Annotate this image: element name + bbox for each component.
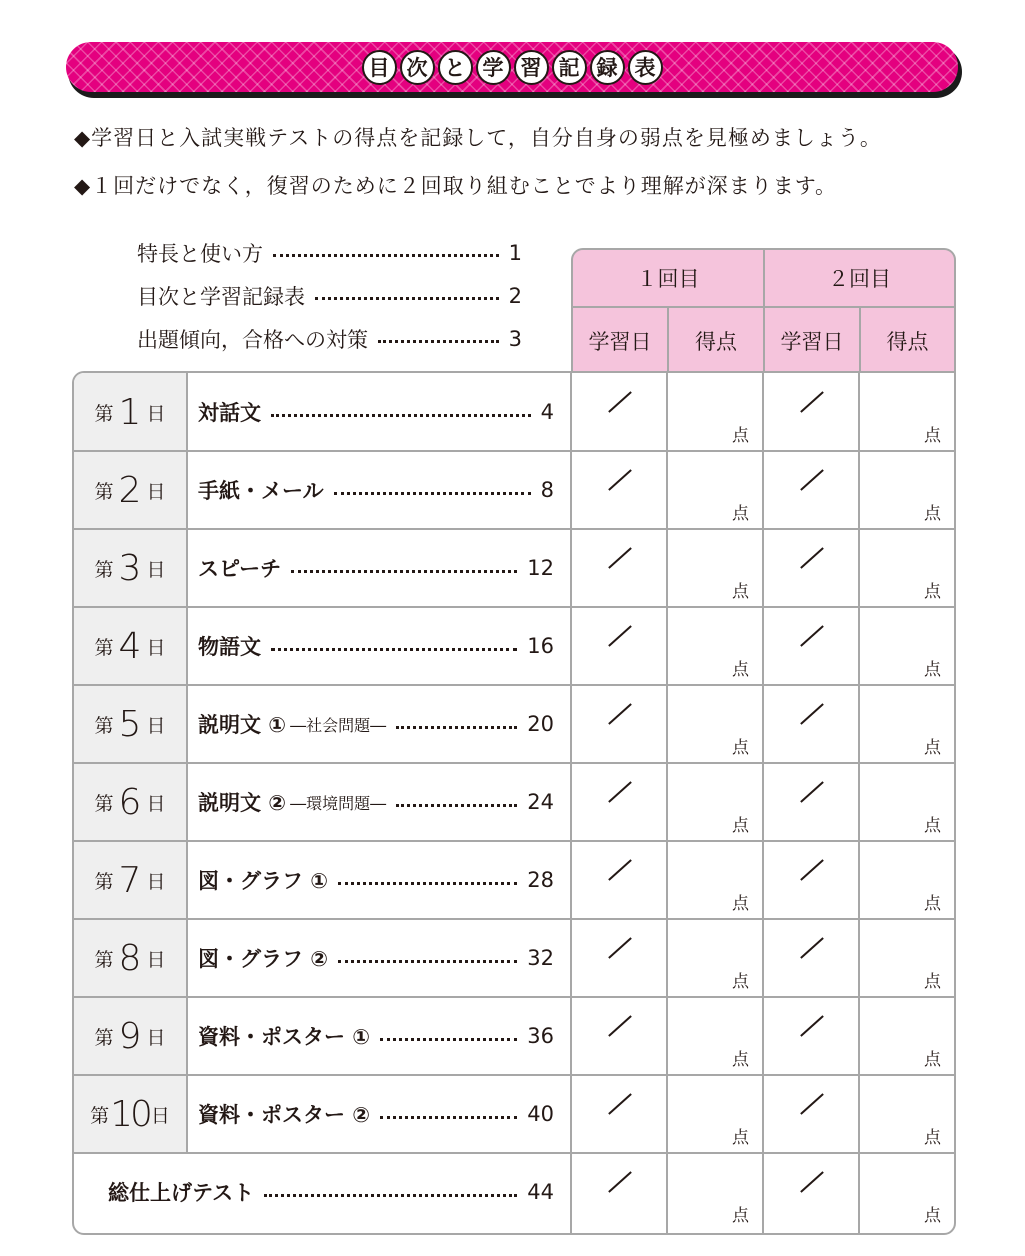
page-number: 20 [527, 712, 554, 736]
title-char: 習 [514, 50, 549, 85]
score-cell[interactable] [860, 1153, 954, 1231]
toc-entry[interactable] [137, 324, 522, 354]
topic-entry[interactable] [198, 607, 554, 685]
study-date-cell[interactable] [572, 763, 666, 841]
study-date-cell[interactable] [572, 607, 666, 685]
column-divider [762, 373, 764, 1233]
day-prefix: 第 [94, 1026, 114, 1049]
score-unit: 点 [924, 504, 941, 524]
dot-leader [396, 726, 517, 729]
score-cell[interactable] [668, 763, 762, 841]
day-number: 5 [118, 703, 142, 745]
score-cell[interactable] [668, 1153, 762, 1231]
header-round-2: ２回目 [828, 267, 891, 291]
header-study-date: 学習日 [780, 329, 844, 354]
dot-leader [396, 804, 517, 807]
header-divider [859, 308, 861, 373]
table-row [74, 685, 954, 763]
day-suffix: 日 [146, 558, 166, 581]
table-row [74, 919, 954, 997]
title-banner [66, 42, 958, 92]
page-number: 24 [527, 790, 554, 814]
header-divider [763, 250, 765, 373]
dot-leader [338, 882, 517, 885]
intro-line: ◆学習日と入試実戦テストの得点を記録して，自分自身の弱点を見極めましょう。 [74, 126, 882, 150]
toc-entry[interactable] [137, 281, 522, 311]
day-number-cell [74, 373, 188, 451]
score-unit: 点 [924, 972, 941, 992]
dot-leader [291, 570, 517, 573]
day-number-cell [74, 607, 188, 685]
day-suffix: 日 [146, 714, 166, 737]
toc-page-number: 2 [508, 284, 522, 308]
topic-entry[interactable] [198, 841, 554, 919]
toc-label: 出題傾向，合格への対策 [137, 328, 368, 352]
title-char: 目 [362, 50, 397, 85]
topic-entry[interactable] [198, 529, 554, 607]
score-unit: 点 [732, 972, 749, 992]
study-date-cell[interactable] [764, 607, 858, 685]
score-cell[interactable] [668, 529, 762, 607]
day-number: 7 [118, 859, 142, 901]
topic-entry[interactable] [198, 997, 554, 1075]
page-number: 32 [527, 946, 554, 970]
header-score: 得点 [695, 329, 737, 354]
score-cell[interactable] [668, 607, 762, 685]
table-row-final [74, 1153, 954, 1231]
day-prefix: 第 [94, 402, 114, 425]
header-round-1: １回目 [636, 267, 700, 291]
study-date-cell[interactable] [572, 373, 666, 451]
study-date-cell[interactable] [764, 685, 858, 763]
day-prefix: 第 [94, 792, 114, 815]
day-suffix: 日 [146, 948, 166, 971]
score-unit: 点 [732, 582, 749, 602]
dot-leader [378, 340, 499, 343]
topic-label: 物語文 [198, 635, 261, 659]
table-row [74, 373, 954, 451]
score-unit: 点 [732, 1206, 749, 1226]
score-cell[interactable] [860, 997, 954, 1075]
table-row [74, 1075, 954, 1153]
score-unit: 点 [732, 1128, 749, 1148]
header-divider [667, 308, 669, 373]
day-suffix: 日 [146, 480, 166, 503]
day-prefix: 第 [94, 636, 114, 659]
day-number: 3 [118, 547, 142, 589]
record-table [72, 371, 956, 1235]
day-number: 9 [118, 1015, 142, 1057]
toc-entry[interactable] [137, 238, 522, 268]
day-number-cell [74, 529, 188, 607]
study-date-cell[interactable] [764, 529, 858, 607]
day-number-cell [74, 841, 188, 919]
day-prefix: 第 [90, 1104, 110, 1127]
dot-leader [334, 492, 531, 495]
dot-leader [338, 960, 517, 963]
day-number-cell [74, 451, 188, 529]
row-divider [74, 450, 954, 452]
day-number: 1 [118, 391, 142, 433]
score-cell[interactable] [668, 451, 762, 529]
column-divider [570, 373, 572, 1233]
title-char: 次 [400, 50, 435, 85]
topic-label: 図・グラフ ② [198, 947, 329, 971]
study-date-cell[interactable] [764, 997, 858, 1075]
row-divider [74, 918, 954, 920]
dot-leader [273, 254, 499, 257]
day-prefix: 第 [94, 948, 114, 971]
score-unit: 点 [924, 816, 941, 836]
score-unit: 点 [924, 660, 941, 680]
page-number: 4 [540, 400, 554, 424]
toc-page-number: 1 [508, 241, 522, 265]
day-number-cell [74, 1075, 188, 1153]
day-suffix: 日 [150, 1104, 170, 1127]
study-date-cell[interactable] [764, 763, 858, 841]
score-unit: 点 [924, 894, 941, 914]
study-date-cell[interactable] [764, 841, 858, 919]
day-number: 4 [118, 625, 142, 667]
score-cell[interactable] [668, 841, 762, 919]
page-number: 8 [540, 478, 554, 502]
table-row [74, 529, 954, 607]
toc-page-number: 3 [508, 327, 522, 351]
row-divider [74, 684, 954, 686]
toc-label: 目次と学習記録表 [137, 285, 305, 309]
page-number: 40 [527, 1102, 554, 1126]
title-char: 表 [628, 50, 663, 85]
score-unit: 点 [924, 426, 941, 446]
header-score: 得点 [886, 329, 929, 354]
topic-subtitle: ―環境問題― [290, 793, 387, 813]
score-cell[interactable] [860, 685, 954, 763]
title-char: 録 [590, 50, 625, 85]
day-prefix: 第 [94, 870, 114, 893]
day-prefix: 第 [94, 558, 114, 581]
score-unit: 点 [732, 660, 749, 680]
study-date-cell[interactable] [572, 1153, 666, 1231]
study-date-cell[interactable] [764, 373, 858, 451]
title-char: 記 [552, 50, 587, 85]
score-cell[interactable] [860, 919, 954, 997]
score-cell[interactable] [860, 451, 954, 529]
table-row [74, 607, 954, 685]
topic-entry[interactable] [198, 685, 554, 763]
study-date-cell[interactable] [764, 451, 858, 529]
page-number: 44 [527, 1180, 554, 1204]
page-number: 28 [527, 868, 554, 892]
day-number-cell [74, 685, 188, 763]
study-date-cell[interactable] [572, 529, 666, 607]
topic-label: 対話文 [198, 401, 261, 425]
study-date-cell[interactable] [764, 1153, 858, 1231]
topic-label: スピーチ [198, 557, 282, 581]
day-number: 10 [110, 1093, 150, 1135]
header-study-date: 学習日 [588, 329, 652, 354]
row-divider [74, 996, 954, 998]
intro-line: ◆１回だけでなく，復習のために２回取り組むことでより理解が深まります。 [74, 174, 838, 198]
score-unit: 点 [924, 738, 941, 758]
topic-label: 資料・ポスター ① [198, 1025, 371, 1049]
final-test-label: 総仕上げテスト [108, 1181, 255, 1205]
row-divider [74, 528, 954, 530]
title-char: 学 [476, 50, 511, 85]
day-number: 8 [118, 937, 142, 979]
study-date-cell[interactable] [764, 1075, 858, 1153]
score-cell[interactable] [860, 841, 954, 919]
score-cell[interactable] [668, 1075, 762, 1153]
score-unit: 点 [924, 582, 941, 602]
study-date-cell[interactable] [572, 919, 666, 997]
topic-entry[interactable] [198, 919, 554, 997]
study-date-cell[interactable] [764, 919, 858, 997]
score-cell[interactable] [860, 1075, 954, 1153]
score-cell[interactable] [860, 529, 954, 607]
record-header [571, 248, 956, 373]
dot-leader [380, 1038, 517, 1041]
score-unit: 点 [732, 894, 749, 914]
score-cell[interactable] [668, 685, 762, 763]
table-row [74, 841, 954, 919]
study-date-cell[interactable] [572, 685, 666, 763]
page-number: 12 [527, 556, 554, 580]
score-unit: 点 [732, 504, 749, 524]
topic-label: 資料・ポスター ② [198, 1103, 371, 1127]
day-suffix: 日 [146, 1026, 166, 1049]
topic-subtitle: ―社会問題― [290, 715, 387, 735]
score-unit: 点 [732, 738, 749, 758]
day-number: 2 [118, 469, 142, 511]
dot-leader [264, 1194, 517, 1197]
study-date-cell[interactable] [572, 1075, 666, 1153]
day-number-cell [74, 763, 188, 841]
score-unit: 点 [732, 816, 749, 836]
score-cell[interactable] [860, 373, 954, 451]
day-number: 6 [118, 781, 142, 823]
score-cell[interactable] [668, 997, 762, 1075]
row-divider [74, 1074, 954, 1076]
dot-leader [315, 297, 499, 300]
dot-leader [271, 648, 517, 651]
study-date-cell[interactable] [572, 841, 666, 919]
table-row [74, 451, 954, 529]
day-suffix: 日 [146, 636, 166, 659]
table-row [74, 763, 954, 841]
topic-label: 説明文 ① [198, 713, 287, 737]
page-number: 16 [527, 634, 554, 658]
score-unit: 点 [732, 426, 749, 446]
final-test-entry[interactable] [108, 1153, 554, 1231]
title-char: と [438, 50, 473, 85]
score-unit: 点 [924, 1050, 941, 1070]
day-number-cell [74, 997, 188, 1075]
day-prefix: 第 [94, 480, 114, 503]
row-divider [74, 840, 954, 842]
row-divider [74, 606, 954, 608]
score-cell[interactable] [668, 373, 762, 451]
row-divider [74, 762, 954, 764]
topic-entry[interactable] [198, 373, 554, 451]
topic-entry[interactable] [198, 763, 554, 841]
topic-entry[interactable] [198, 451, 554, 529]
day-suffix: 日 [146, 870, 166, 893]
study-date-cell[interactable] [572, 451, 666, 529]
score-cell[interactable] [668, 919, 762, 997]
table-row [74, 997, 954, 1075]
toc-label: 特長と使い方 [137, 242, 263, 266]
score-unit: 点 [732, 1050, 749, 1070]
column-divider [858, 373, 860, 1233]
day-suffix: 日 [146, 402, 166, 425]
day-number-cell [74, 919, 188, 997]
score-cell[interactable] [860, 763, 954, 841]
day-suffix: 日 [146, 792, 166, 815]
page-number: 36 [527, 1024, 554, 1048]
topic-label: 説明文 ② [198, 791, 287, 815]
topic-entry[interactable] [198, 1075, 554, 1153]
score-unit: 点 [924, 1128, 941, 1148]
score-unit: 点 [924, 1206, 941, 1226]
score-cell[interactable] [860, 607, 954, 685]
row-divider [74, 1152, 954, 1154]
topic-label: 図・グラフ ① [198, 869, 329, 893]
dot-leader [380, 1116, 517, 1119]
dot-leader [271, 414, 531, 417]
day-prefix: 第 [94, 714, 114, 737]
topic-label: 手紙・メール [198, 479, 324, 503]
study-date-cell[interactable] [572, 997, 666, 1075]
column-divider [666, 373, 668, 1233]
